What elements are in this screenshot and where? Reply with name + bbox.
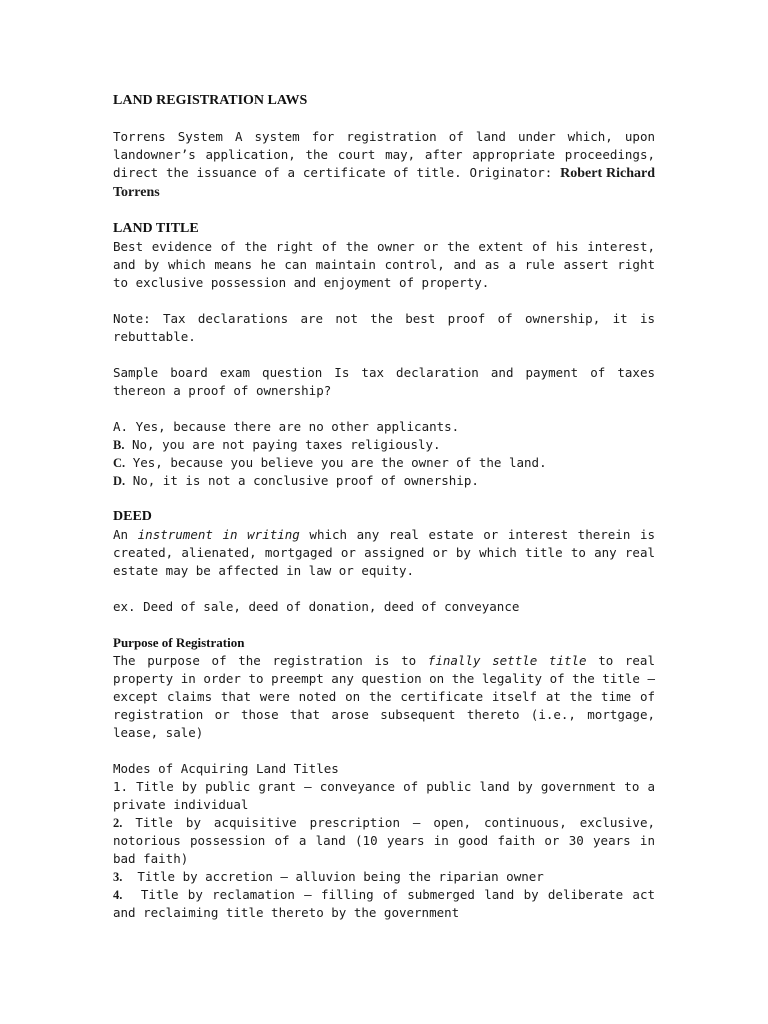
mode-item bbox=[113, 886, 663, 922]
purpose-pre: The purpose of the registration is to bbox=[113, 653, 428, 668]
modes-section bbox=[113, 760, 663, 922]
mode-text: Title by reclamation – filling of submerged land by deliberate act and reclaiming title thereto by the government bbox=[113, 887, 663, 920]
torrens-originator: Robert Richard Torrens bbox=[113, 166, 655, 200]
mode-number: 3. bbox=[113, 870, 123, 884]
mode-text: Title by accretion – alluvion being the riparian owner bbox=[122, 869, 544, 884]
choice-letter: A. bbox=[113, 419, 129, 434]
exam-question: Sample board exam question Is tax declaration and payment of taxes thereon a proof of ownership? bbox=[113, 365, 655, 398]
deed-pre: An bbox=[113, 527, 138, 542]
mode-item bbox=[113, 778, 655, 814]
mode-text: Title by acquisitive prescription – open, continuous, exclusive, notorious possession of a land (10 years in good faith or 30 years in bad faith) bbox=[113, 815, 655, 866]
choice-letter: B. bbox=[113, 438, 125, 452]
purpose-emphasis: finally settle title bbox=[427, 653, 587, 668]
choice-text: Yes, because there are no other applicants. bbox=[135, 419, 460, 434]
deed-heading: DEED bbox=[113, 509, 152, 524]
document-title: LAND REGISTRATION LAWS bbox=[113, 93, 308, 108]
mode-item bbox=[113, 814, 655, 868]
torrens-paragraph bbox=[113, 128, 655, 202]
mode-number: 4. bbox=[113, 888, 123, 902]
deed-post: which any real estate or interest therein is created, alienated, mortgaged or assigned or by which title to any real estate may be affected in law or equity. bbox=[113, 527, 656, 578]
torrens-text: Torrens System A system for registration of land under which, upon landowner’s application, the court may, after appropriate proceedings, direct the issuance of a certificate of title. Originator: bbox=[113, 129, 655, 180]
choice-item bbox=[113, 454, 655, 472]
choice-text: No, it is not a conclusive proof of ownership. bbox=[132, 473, 479, 488]
deed-definition bbox=[113, 526, 655, 580]
purpose-paragraph bbox=[113, 652, 655, 742]
choice-item bbox=[113, 418, 655, 436]
land-title-definition: Best evidence of the right of the owner or the extent of his interest, and by which means he can maintain control, and as a rule assert right to exclusive possession and enjoyment of property. bbox=[113, 239, 655, 290]
choice-text: No, you are not paying taxes religiously. bbox=[132, 437, 441, 452]
purpose-heading: Purpose of Registration bbox=[113, 635, 245, 650]
tax-note: Note: Tax declarations are not the best proof of ownership, it is rebuttable. bbox=[113, 311, 655, 344]
purpose-post: to real property in order to preempt any question on the legality of the title – except claims that were noted on the certificate itself at the time of registration or those that arose subsequent thereto (i.e., mortgage, lease, sale) bbox=[113, 653, 655, 740]
deed-examples: ex. Deed of sale, deed of donation, deed of conveyance bbox=[113, 599, 520, 614]
modes-heading: Modes of Acquiring Land Titles bbox=[113, 761, 339, 776]
deed-emphasis: instrument in writing bbox=[137, 527, 300, 542]
choice-text: Yes, because you believe you are the owner of the land. bbox=[132, 455, 547, 470]
choice-list bbox=[113, 418, 655, 490]
choice-letter: C. bbox=[113, 456, 126, 470]
mode-item bbox=[113, 868, 655, 886]
land-title-heading: LAND TITLE bbox=[113, 221, 199, 236]
mode-number: 2. bbox=[113, 816, 123, 830]
choice-item bbox=[113, 436, 655, 454]
choice-item bbox=[113, 472, 655, 490]
document-page bbox=[113, 92, 663, 922]
choice-letter: D. bbox=[113, 474, 126, 488]
mode-text: Title by public grant – conveyance of public land by government to a private individual bbox=[113, 779, 655, 812]
mode-number: 1. bbox=[113, 779, 129, 794]
